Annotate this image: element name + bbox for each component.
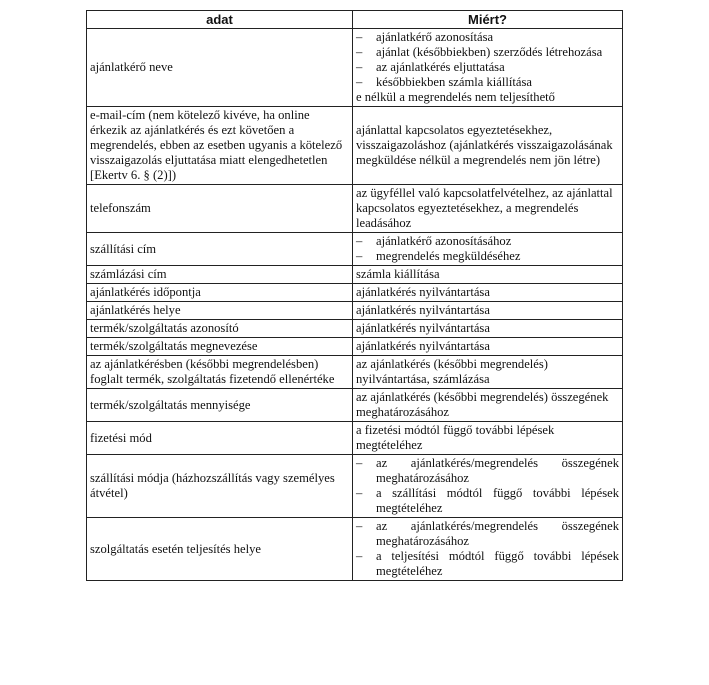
purpose-cell: az ügyféllel való kapcsolatfelvételhez, az ajánlattal kapcsolatos egyeztetésekhez, a megrendelés leadásához [353,185,623,233]
purpose-cell [353,29,623,107]
table-row [87,29,623,107]
table-row [87,302,623,320]
table-row [87,284,623,302]
purpose-list-item: – későbbiekben számla kiállítása [356,75,619,90]
purpose-list [356,519,619,579]
data-field-cell: termék/szolgáltatás megnevezése [87,338,353,356]
data-field-cell: fizetési mód [87,422,353,455]
purpose-cell: az ajánlatkérés (későbbi megrendelés) nyilvántartása, számlázása [353,356,623,389]
purpose-cell: az ajánlatkérés (későbbi megrendelés) összegének meghatározásához [353,389,623,422]
data-field-cell: termék/szolgáltatás mennyisége [87,389,353,422]
purpose-list [356,234,619,264]
table-row [87,185,623,233]
table-row [87,422,623,455]
data-field-cell: termék/szolgáltatás azonosító [87,320,353,338]
purpose-cell: ajánlattal kapcsolatos egyeztetésekhez, visszaigazoláshoz (ajánlatkérés visszaigazolásának megküldése nélkül a megrendelés nem jön létre) [353,107,623,185]
table-row [87,389,623,422]
header-miert: Miért? [353,11,623,29]
purpose-list-item: – az ajánlatkérés eljuttatása [356,60,619,75]
data-field-cell: telefonszám [87,185,353,233]
purpose-list-item: – a szállítási módtól függő további lépések megtételéhez [356,486,619,516]
purpose-list-item: – az ajánlatkérés/megrendelés összegének meghatározásához [356,456,619,486]
purpose-list-item: – az ajánlatkérés/megrendelés összegének meghatározásához [356,519,619,549]
purpose-list-item: – ajánlatkérő azonosítása [356,30,619,45]
purpose-cell: ajánlatkérés nyilvántartása [353,338,623,356]
table-row [87,356,623,389]
data-field-cell: az ajánlatkérésben (későbbi megrendelésben) foglalt termék, szolgáltatás fizetendő ellenértéke [87,356,353,389]
data-field-cell: számlázási cím [87,266,353,284]
purpose-cell: ajánlatkérés nyilvántartása [353,302,623,320]
purpose-cell: ajánlatkérés nyilvántartása [353,320,623,338]
table-row [87,107,623,185]
table-row [87,233,623,266]
data-field-cell: szállítási módja (házhozszállítás vagy személyes átvétel) [87,455,353,518]
purpose-cell: ajánlatkérés nyilvántartása [353,284,623,302]
purpose-cell: számla kiállítása [353,266,623,284]
purpose-cell: a fizetési módtól függő további lépések megtételéhez [353,422,623,455]
table-row [87,266,623,284]
table-row [87,338,623,356]
table-row [87,320,623,338]
data-field-cell: szállítási cím [87,233,353,266]
data-processing-table [86,10,623,581]
header-adat: adat [87,11,353,29]
purpose-list [356,30,619,90]
data-field-cell: ajánlatkérés időpontja [87,284,353,302]
purpose-list-item: – ajánlatkérő azonosításához [356,234,619,249]
data-field-cell: szolgáltatás esetén teljesítés helye [87,518,353,581]
data-field-cell: e-mail-cím (nem kötelező kivéve, ha online érkezik az ajánlatkérés és ezt követően a megrendelés, ebben az esetben ugyanis a kötelező visszaigazolás eljuttatása miatt elengedhetetlen [Ekertv 6. § (2)]) [87,107,353,185]
purpose-note: e nélkül a megrendelés nem teljesíthető [356,90,555,104]
purpose-cell [353,233,623,266]
purpose-list-item: – a teljesítési módtól függő további lépések megtételéhez [356,549,619,579]
data-field-cell: ajánlatkérő neve [87,29,353,107]
purpose-cell [353,518,623,581]
purpose-list [356,456,619,516]
table-row [87,455,623,518]
data-field-cell: ajánlatkérés helye [87,302,353,320]
purpose-list-item: – megrendelés megküldéséhez [356,249,619,264]
header-row [87,11,623,29]
table-body [87,29,623,581]
table-row [87,518,623,581]
purpose-list-item: – ajánlat (későbbiekben) szerződés létrehozása [356,45,619,60]
purpose-cell [353,455,623,518]
